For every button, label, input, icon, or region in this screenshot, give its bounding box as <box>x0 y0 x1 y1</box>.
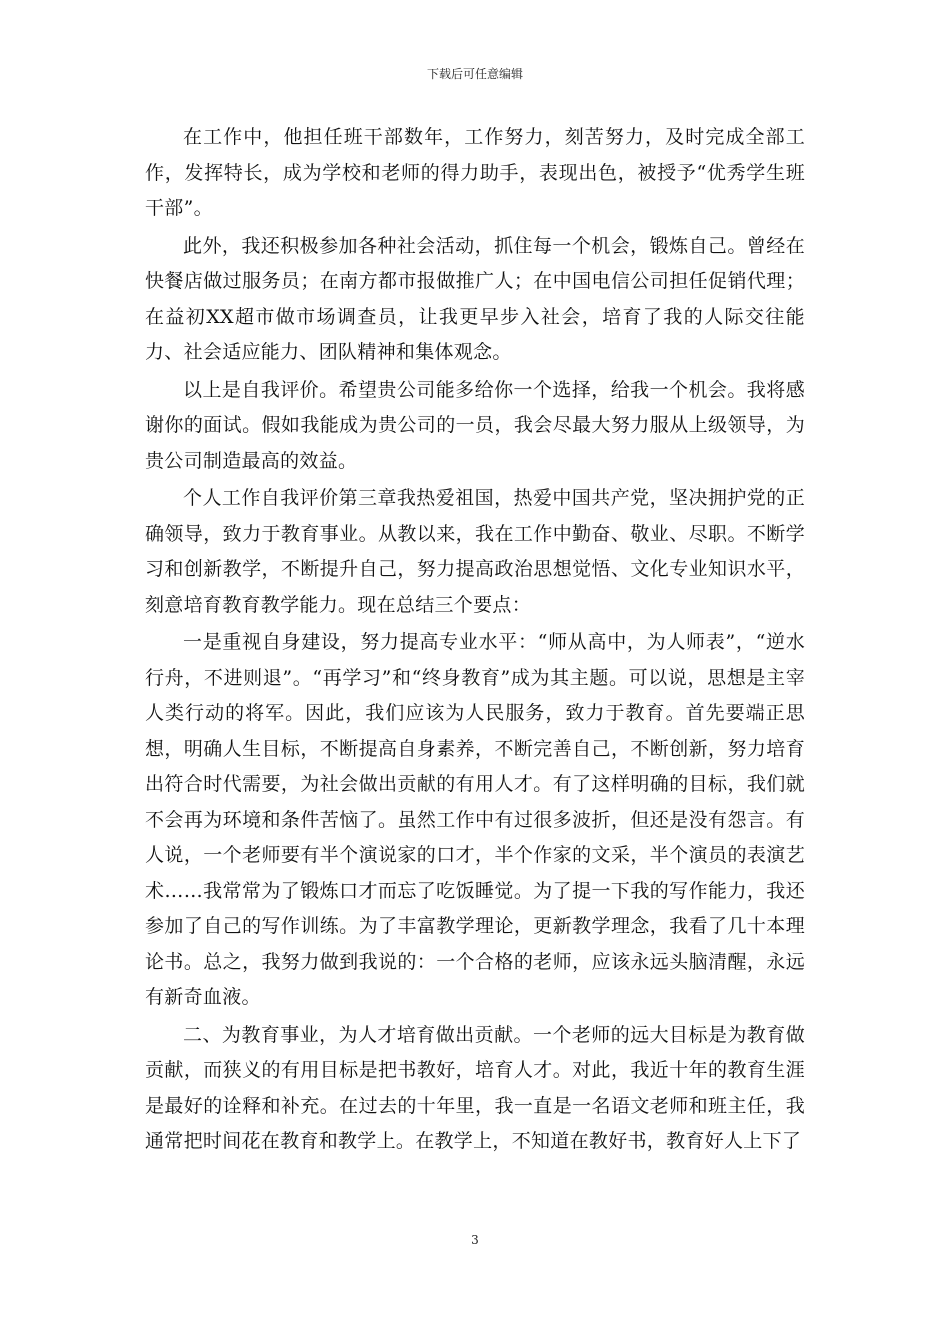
paragraph-point-one: 一是重视自身建设，努力提高专业水平：“师从高中，为人师表”，“逆水行舟，不进则退”。“再学习”和“终身教育”成为其主题。可以说，思想是主宰人类行动的将军。因此，我们应该为人民服务，致力于教育。首先要端正思想，明确人生目标，不断提高自身素养，不断完善自己，不断创新，努力培育出符合时代需要，为社会做出贡献的有用人才。有了这样明确的目标，我们就不会再为环境和条件苦恼了。虽然工作中有过很多波折，但还是没有怨言。有人说，一个老师要有半个演说家的口才，半个作家的文采，半个演员的表演艺术……我常常为了锻炼口才而忘了吃饭睡觉。为了提一下我的写作能力，我还参加了自己的写作训练。为了丰富教学理论，更新教学理念，我看了几十本理论书。总之，我努力做到我说的：一个合格的老师，应该永远头脑清醒，永远有新奇血液。 <box>145 631 805 1008</box>
document-body <box>145 120 805 1160</box>
page-number: 3 <box>471 1233 479 1247</box>
paragraph-self-evaluation-closing: 以上是自我评价。希望贵公司能多给你一个选择，给我一个机会。我将感谢你的面试。假如我能成为贵公司的一员，我会尽最大努力服从上级领导，为贵公司制造最高的效益。 <box>145 378 805 472</box>
page-header: 下载后可任意编辑 <box>426 67 523 81</box>
paragraph-chapter-three-intro: 个人工作自我评价第三章我热爱祖国，热爱中国共产党，坚决拥护党的正确领导，致力于教育事业。从教以来，我在工作中勤奋、敬业、尽职。不断学习和创新教学，不断提升自己，努力提高政治思想觉悟、文化专业知识水平，刻意培育教育教学能力。现在总结三个要点： <box>145 487 805 616</box>
paragraph-class-cadre: 在工作中，他担任班干部数年，工作努力，刻苦努力，及时完成全部工作，发挥特长，成为学校和老师的得力助手，表现出色，被授予“优秀学生班干部”。 <box>145 126 805 219</box>
paragraph-social-activities: 此外，我还积极参加各种社会活动，抓住每一个机会，锻炼自己。曾经在快餐店做过服务员；在南方都市报做推广人；在中国电信公司担任促销代理；在益初XX超市做市场调查员，让我更早步入社会，培育了我的人际交往能力、社会适应能力、团队精神和集体观念。 <box>145 234 805 363</box>
paragraph-point-two: 二、为教育事业，为人才培育做出贡献。一个老师的远大目标是为教育做贡献，而狭义的有用目标是把书教好，培育人才。对此，我近十年的教育生涯是最好的诠释和补充。在过去的十年里，我一直是一名语文老师和班主任，我通常把时间花在教育和教学上。在教学上，不知道在教好书，教育好人上下了 <box>145 1023 805 1152</box>
